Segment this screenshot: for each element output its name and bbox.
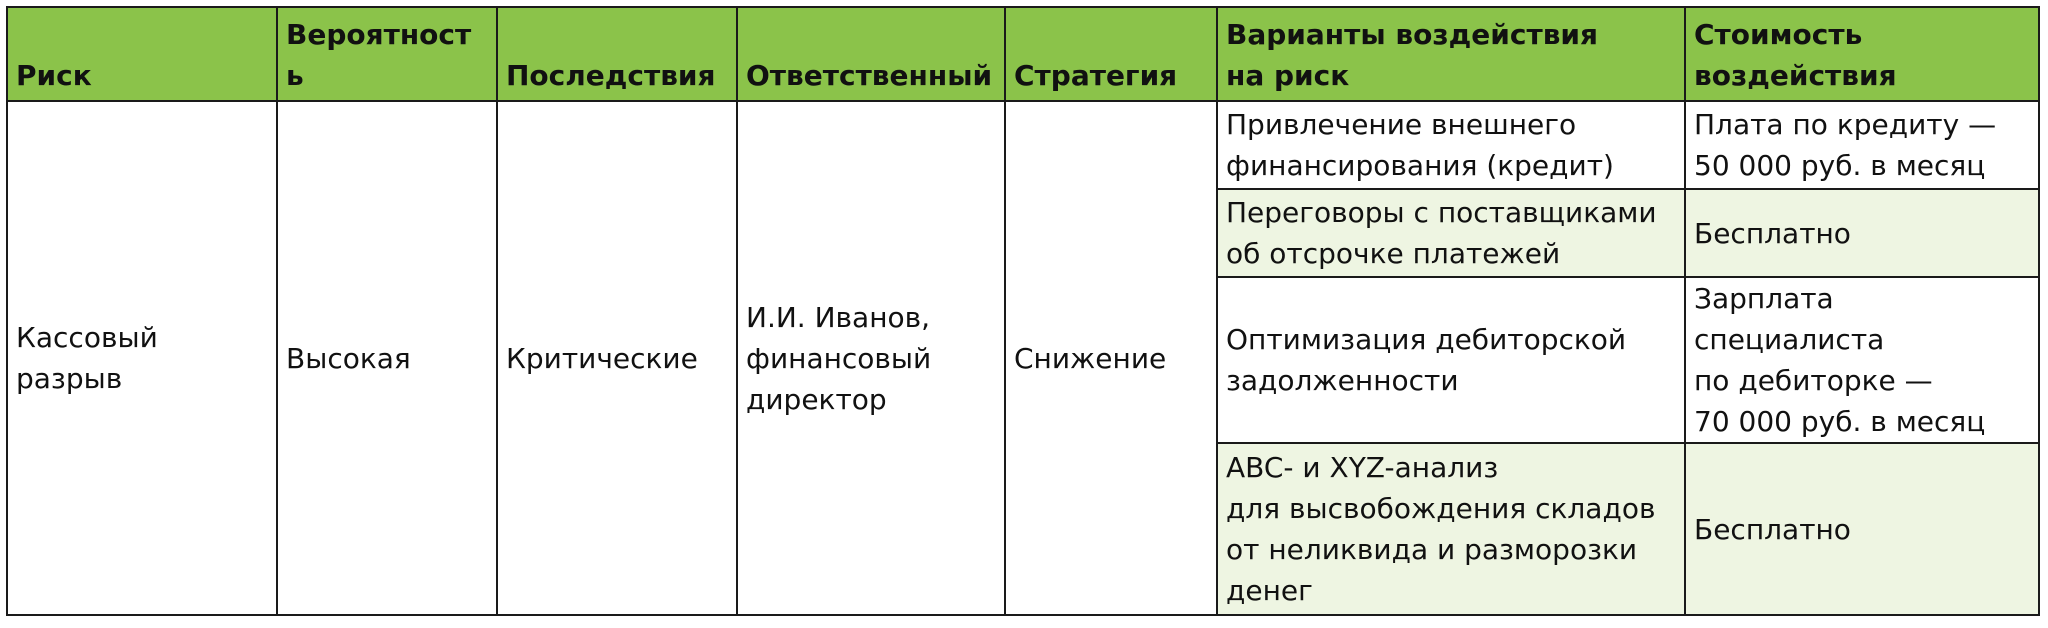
cell-option-cost: Зарплата специалиста по дебиторке — 70 000 руб. в месяц — [1685, 277, 2039, 443]
cell-option-cost: Бесплатно — [1685, 189, 2039, 277]
header-risk: Риск — [7, 7, 277, 101]
header-cost: Стоимость воздействия — [1685, 7, 2039, 101]
header-row — [7, 7, 2039, 101]
cell-option: Привлечение внешнего финансирования (кредит) — [1217, 101, 1685, 189]
header-probability: Вероятность — [277, 7, 497, 101]
cell-option: Переговоры с поставщиками об отсрочке платежей — [1217, 189, 1685, 277]
cell-risk: Кассовый разрыв — [7, 101, 277, 615]
cell-strategy: Снижение — [1005, 101, 1217, 615]
cell-option: Оптимизация дебиторской задолженности — [1217, 277, 1685, 443]
cell-option: ABC- и XYZ-анализ для высвобождения складов от неликвида и разморозки денег — [1217, 443, 1685, 615]
header-responsible: Ответственный — [737, 7, 1005, 101]
cell-responsible: И.И. Иванов, финансовый директор — [737, 101, 1005, 615]
header-strategy: Стратегия — [1005, 7, 1217, 101]
table-row — [7, 101, 2039, 189]
cell-option-cost: Плата по кредиту — 50 000 руб. в месяц — [1685, 101, 2039, 189]
cell-probability: Высокая — [277, 101, 497, 615]
header-consequences: Последствия — [497, 7, 737, 101]
cell-option-cost: Бесплатно — [1685, 443, 2039, 615]
cell-consequences: Критические — [497, 101, 737, 615]
header-options: Варианты воздействия на риск — [1217, 7, 1685, 101]
risk-table — [6, 6, 2040, 616]
